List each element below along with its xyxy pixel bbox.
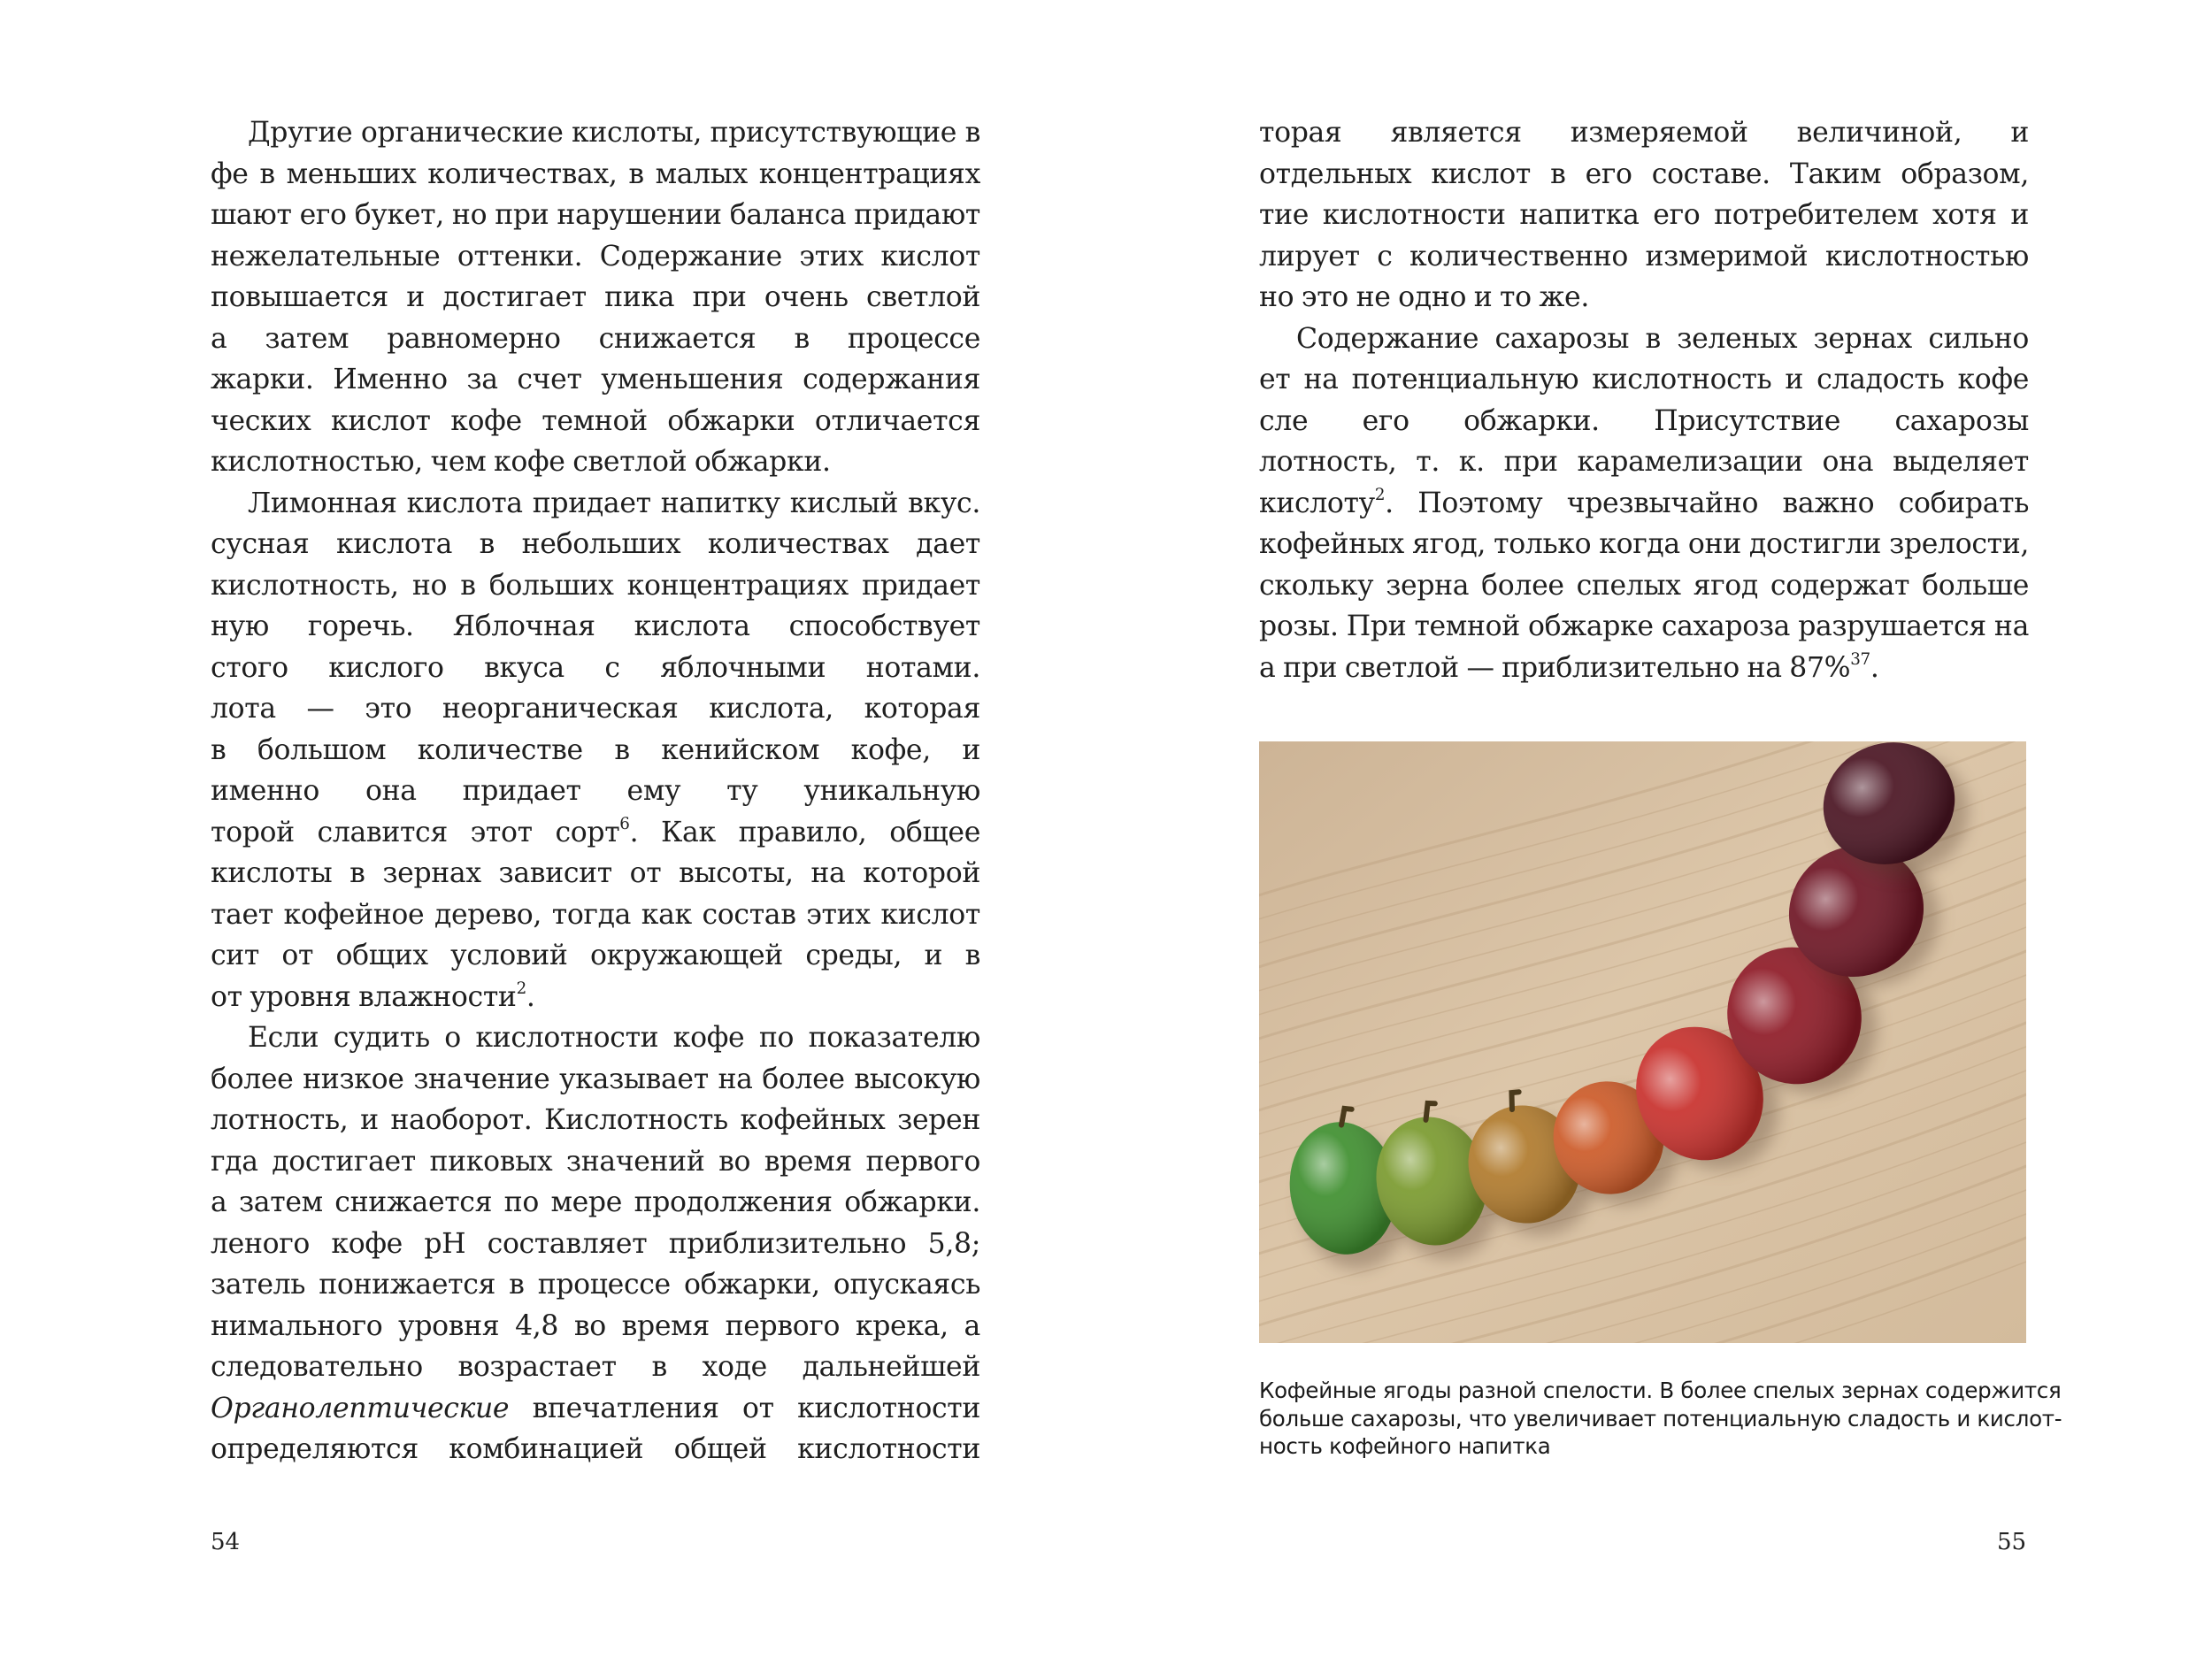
text-line — [211, 688, 980, 730]
line-text: впечатления от кислотности — [532, 1392, 980, 1424]
text-line — [211, 1347, 980, 1388]
line-text: именно она придает ему ту уникальную — [211, 775, 980, 807]
text-line — [211, 112, 980, 154]
line-text: более низкое значение указывает на более высокую — [211, 1063, 980, 1095]
text-line — [211, 935, 980, 977]
line-text: торой славится этот сорт — [211, 816, 620, 848]
text-line — [211, 195, 980, 236]
text-line — [211, 1388, 980, 1430]
text-line — [211, 812, 980, 854]
line-text: а затем равномерно снижается в процессе — [211, 322, 980, 355]
caption-line: больше сахарозы, что увеличивает потенциальную сладость и кислот- — [1259, 1405, 2062, 1432]
text-line — [211, 565, 980, 607]
line-text: скольку зерна более спелых ягод содержат больше — [1259, 569, 2029, 602]
line-text-after: . — [1870, 651, 1879, 684]
line-text: определяются комбинацией общей кислотности — [211, 1433, 980, 1465]
line-text: торая является измеряемой величиной, и — [1259, 117, 2029, 149]
text-line — [211, 730, 980, 771]
italic-term: Органолептические — [211, 1392, 510, 1424]
line-text: сусная кислота в небольших количествах дает — [211, 528, 980, 560]
footnote-ref: 2 — [516, 979, 526, 998]
photo-caption — [1259, 1377, 2062, 1461]
line-text: Содержание сахарозы в зеленых зернах сильно — [1296, 322, 2029, 355]
text-line — [1259, 441, 2029, 483]
text-line — [211, 1100, 980, 1141]
line-text: шают его букет, но при нарушении баланса придают — [211, 199, 980, 231]
line-text: ческих кислот кофе темной обжарки отличается — [211, 404, 980, 437]
line-text: жарки. Именно за счет уменьшения содержания — [211, 364, 980, 395]
line-text: повышается и достигает пика при очень светлой — [211, 281, 980, 313]
text-line — [211, 1306, 980, 1347]
line-text-after: . Как правило, общее — [629, 816, 980, 848]
text-line — [1259, 483, 2029, 525]
line-text: тает кофейное дерево, тогда как состав этих кислот — [211, 898, 980, 931]
line-text: лотность, и наоборот. Кислотность кофейных зерен — [211, 1104, 980, 1136]
text-line — [1259, 524, 2029, 565]
text-line — [211, 401, 980, 442]
text-line — [211, 441, 980, 483]
line-text: тие кислотности напитка его потребителем хотя и — [1259, 199, 2029, 231]
text-line — [211, 319, 980, 360]
footnote-ref: 37 — [1850, 649, 1870, 669]
text-line — [211, 894, 980, 936]
text-line — [211, 277, 980, 319]
text-line — [211, 1429, 980, 1470]
line-text: Лимонная кислота придает напитку кислый вкус. — [248, 487, 980, 519]
text-line — [211, 1264, 980, 1306]
line-text: сит от общих условий окружающей среды, и в — [211, 940, 980, 971]
line-text: гда достигает пиковых значений во время первого — [211, 1145, 980, 1178]
right-page — [1106, 0, 2212, 1658]
line-text: Если судить о кислотности кофе по показателю — [248, 1022, 980, 1054]
line-text: затель понижается в процессе обжарки, опускаясь — [211, 1269, 980, 1301]
text-line — [1259, 565, 2029, 607]
text-line — [211, 1059, 980, 1101]
line-text: кислоту — [1259, 487, 1375, 519]
text-line — [1259, 648, 2029, 689]
line-text: кислоты в зернах зависит от высоты, на которой — [211, 857, 980, 889]
line-text: ет на потенциальную кислотность и сладость кофе — [1259, 364, 2029, 395]
text-line — [1259, 606, 2029, 648]
line-text: розы. При темной обжарке сахароза разрушается на — [1259, 610, 2029, 642]
footnote-ref: 2 — [1374, 485, 1386, 504]
line-text: нежелательные оттенки. Содержание этих кислот — [211, 240, 980, 272]
text-line — [211, 236, 980, 278]
text-line — [1259, 236, 2029, 278]
footnote-ref: 6 — [619, 814, 630, 833]
coffee-berries-photo — [1259, 741, 2026, 1343]
caption-line: ность кофейного напитка — [1259, 1433, 1551, 1459]
line-text: но это не одно и то же. — [1259, 281, 1589, 313]
text-line — [211, 1182, 980, 1224]
line-text: кислотность, но в больших концентрациях придает — [211, 569, 980, 602]
text-line — [211, 606, 980, 648]
line-text: лота — это неорганическая кислота, которая — [211, 693, 980, 725]
text-line — [211, 1141, 980, 1183]
text-line — [1259, 319, 2029, 360]
page-number-right: 55 — [1997, 1529, 2027, 1555]
line-text: а затем снижается по мере продолжения обжарки. — [211, 1186, 980, 1218]
line-text: от уровня влажности — [211, 980, 517, 1013]
text-line — [211, 483, 980, 525]
line-text-after: . — [526, 980, 535, 1013]
line-text: следовательно возрастает в ходе дальнейшей — [211, 1351, 980, 1383]
text-line — [211, 648, 980, 689]
line-text-after: . Поэтому чрезвычайно важно собирать — [1385, 487, 2029, 519]
text-line — [211, 771, 980, 812]
left-text-column — [211, 112, 980, 1470]
page-number-left: 54 — [211, 1529, 241, 1555]
line-text: леного кофе pH составляет приблизительно 5,8; — [211, 1227, 980, 1260]
text-line — [211, 524, 980, 565]
text-line — [211, 977, 980, 1018]
text-line — [1259, 359, 2029, 401]
text-line — [1259, 112, 2029, 154]
right-text-column — [1259, 112, 2029, 688]
line-text: нимального уровня 4,8 во время первого крека, а — [211, 1309, 980, 1342]
line-text: кофейных ягод, только когда они достигли зрелости, — [1259, 528, 2029, 560]
text-line — [1259, 401, 2029, 442]
text-line — [211, 359, 980, 401]
text-line — [211, 154, 980, 196]
line-text: ную горечь. Яблочная кислота способствует — [211, 610, 980, 642]
line-text: лотность, т. к. при карамелизации она выделяет — [1259, 446, 2029, 478]
line-text: стого кислого вкуса с яблочными нотами. — [211, 651, 980, 684]
line-text: фе в меньших количествах, в малых концентрациях — [211, 157, 980, 190]
line-text: в большом количестве в кенийском кофе, и — [211, 733, 980, 766]
line-text: сле его обжарки. Присутствие сахарозы — [1259, 404, 2029, 437]
text-line — [1259, 277, 2029, 319]
line-text: а при светлой — приблизительно на 87% — [1259, 651, 1851, 684]
line-text: кислотностью, чем кофе светлой обжарки. — [211, 446, 831, 478]
text-line — [211, 1017, 980, 1059]
line-text: лирует с количественно измеримой кислотностью — [1259, 240, 2029, 272]
line-text: отдельных кислот в его составе. Таким образом, — [1259, 157, 2029, 190]
line-text: Другие органические кислоты, присутствующие в — [248, 117, 980, 149]
text-line — [1259, 195, 2029, 236]
text-line — [211, 1224, 980, 1265]
caption-line: Кофейные ягоды разной спелости. В более спелых зернах содержится — [1259, 1378, 2062, 1403]
text-line — [211, 853, 980, 894]
text-line — [1259, 154, 2029, 196]
